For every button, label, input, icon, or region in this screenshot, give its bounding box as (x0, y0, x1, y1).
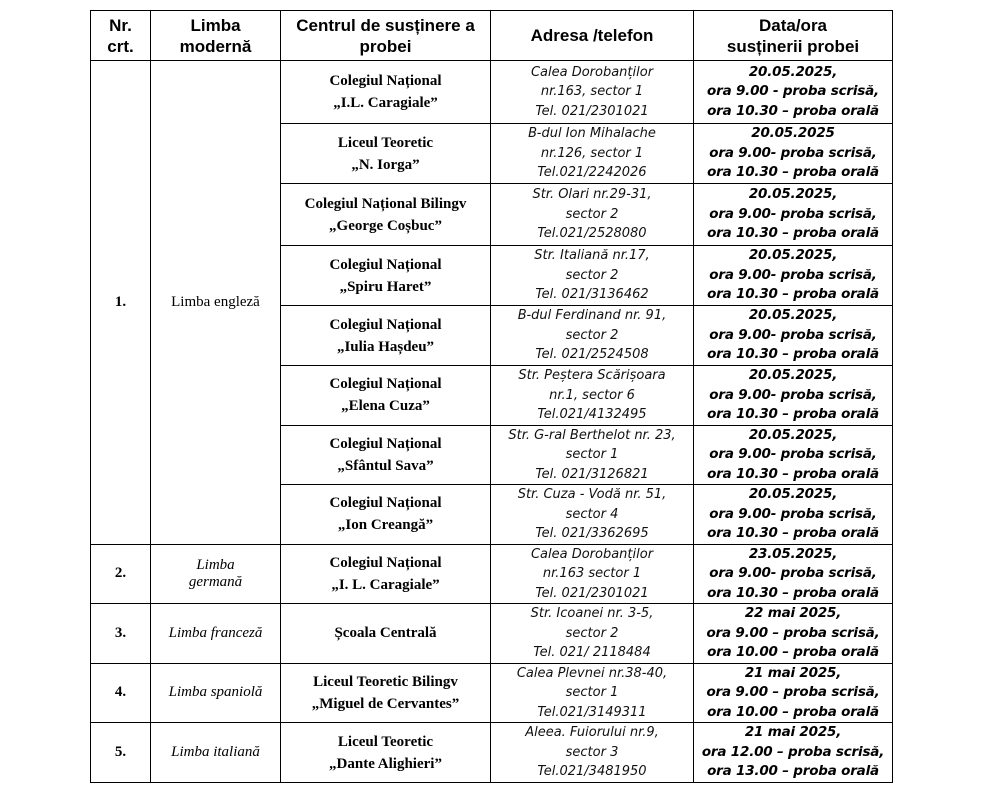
address-cell (491, 723, 694, 783)
address-cell-line: Tel. 021/2301021 (535, 585, 649, 601)
address-cell-line: sector 3 (565, 744, 619, 760)
exam-center-cell-line: „George Coșbuc” (329, 217, 442, 234)
schedule-cell (694, 366, 893, 426)
schedule-cell-line: ora 9.00- proba scrisă, (709, 205, 877, 222)
schedule-cell-line: 21 mai 2025, (744, 664, 842, 681)
schedule-cell (694, 723, 893, 783)
schedule-cell-line: 20.05.2025, (748, 367, 838, 383)
address-cell-line: Str. G-ral Berthelot nr. 23, (508, 427, 676, 443)
address-cell-line: sector 2 (565, 625, 619, 641)
schedule-cell-line: ora 12.00 – proba scrisă, (701, 743, 885, 760)
exam-center-cell (281, 663, 491, 723)
schedule-cell-line: ora 10.30 – proba orală (707, 406, 879, 422)
table-row (91, 663, 893, 723)
exam-center-cell-line: Școala Centrală (334, 625, 437, 642)
schedule-cell (694, 544, 893, 604)
schedule-cell-line: ora 9.00- proba scrisă, (709, 266, 877, 283)
address-cell-line: Tel.021/3149311 (537, 704, 647, 720)
address-cell (491, 366, 694, 426)
schedule-cell-line: 20.05.2025, (748, 63, 838, 80)
address-cell-line: sector 2 (565, 267, 619, 283)
address-cell-line: B-dul Ferdinand nr. 91, (517, 308, 667, 324)
address-cell-line: Tel. 021/2301021 (535, 103, 649, 119)
exam-center-cell-line: Colegiul Național (329, 495, 442, 512)
schedule-cell-line: ora 9.00- proba scrisă, (709, 144, 877, 161)
address-cell-line: nr.163 sector 1 (542, 566, 642, 581)
schedule-cell (694, 124, 893, 184)
schedule-cell-line: 23.05.2025, (748, 545, 838, 562)
exam-center-cell-line: Liceul Teoretic (337, 733, 434, 750)
row-number: 1. (91, 61, 151, 545)
schedule-cell-line: ora 9.00- proba scrisă, (709, 326, 877, 343)
address-cell-line: nr.163, sector 1 (540, 84, 644, 100)
schedule-cell (694, 604, 893, 664)
address-cell (491, 663, 694, 723)
address-cell-line: Tel. 021/3126821 (535, 466, 649, 482)
language-cell (151, 663, 281, 723)
exam-center-cell (281, 124, 491, 184)
table-row (91, 723, 893, 783)
exam-center-cell (281, 425, 491, 485)
exam-center-cell-line: Liceul Teoretic Bilingv (313, 673, 458, 690)
address-cell-line: Calea Dorobanților (530, 64, 654, 80)
header-adresa (491, 11, 694, 61)
exam-center-cell-line: Colegiul Național (329, 376, 442, 393)
header-limba-line: modernă (179, 36, 252, 56)
table-row (91, 61, 893, 124)
header-row (91, 11, 893, 61)
schedule-cell-line: 20.05.2025, (748, 247, 838, 264)
exam-center-cell-line: „Dante Alighieri” (329, 755, 442, 772)
schedule-cell-line: ora 9.00 – proba scrisă, (706, 684, 880, 700)
row-number: 2. (91, 544, 151, 604)
header-centru (281, 11, 491, 61)
table-body (91, 61, 893, 783)
address-cell (491, 485, 694, 545)
language-cell (151, 61, 281, 545)
schedule-cell-line: ora 10.00 – proba orală (707, 703, 879, 720)
schedule-cell-line: ora 9.00- proba scrisă, (709, 505, 877, 522)
language-cell-line: Limba (196, 556, 235, 573)
header-limba (151, 11, 281, 61)
exam-center-cell (281, 246, 491, 306)
header-data-line: susținerii probei (726, 36, 860, 56)
exam-center-cell (281, 485, 491, 545)
address-cell-line: Tel.021/2242026 (537, 165, 647, 181)
exam-center-cell (281, 544, 491, 604)
schedule-cell-line: ora 10.30 – proba orală (707, 584, 879, 601)
schedule-cell-line: ora 10.30 – proba orală (707, 164, 879, 181)
address-cell (491, 246, 694, 306)
address-cell-line: Str. Peștera Scărișoara (518, 368, 666, 383)
exam-center-cell-line: Colegiul Național (329, 435, 442, 452)
exam-center-cell-line: Colegiul Național (329, 316, 442, 333)
address-cell-line: Str. Olari nr.29-31, (532, 187, 652, 203)
schedule-cell (694, 425, 893, 485)
exam-center-cell-line: Colegiul Național (329, 554, 442, 571)
language-cell-line: Limba franceză (168, 624, 263, 641)
address-cell (491, 425, 694, 485)
address-cell-line: Tel. 021/ 2118484 (533, 645, 651, 660)
address-cell-line: Tel.021/3481950 (537, 764, 647, 780)
header-data-line: Data/ora (758, 15, 828, 35)
schedule-cell-line: ora 10.30 – proba orală (707, 225, 879, 242)
address-cell-line: Tel.021/4132495 (537, 407, 647, 422)
schedule-cell-line: ora 13.00 – proba orală (707, 763, 879, 780)
schedule-cell-line: ora 10.30 – proba orală (707, 102, 879, 119)
schedule-cell (694, 61, 893, 124)
exam-center-cell-line: „Spiru Haret” (339, 278, 432, 295)
header-nr (91, 11, 151, 61)
schedule-cell (694, 184, 893, 246)
schedule-cell-line: 22 mai 2025, (744, 605, 842, 621)
exam-center-cell-line: „Sfântul Sava” (337, 457, 434, 474)
address-cell-line: Tel. 021/3136462 (535, 287, 649, 303)
schedule-cell-line: 20.05.2025, (748, 486, 838, 502)
table-row (91, 604, 893, 664)
schedule-cell-line: ora 9.00- proba scrisă, (709, 386, 877, 403)
address-cell-line: sector 1 (565, 685, 619, 700)
address-cell (491, 184, 694, 246)
schedule-cell-line: ora 10.30 – proba orală (707, 346, 879, 363)
address-cell-line: Calea Plevnei nr.38-40, (516, 665, 668, 681)
address-cell (491, 544, 694, 604)
schedule-cell-line: ora 9.00- proba scrisă, (709, 446, 877, 462)
address-cell (491, 61, 694, 124)
schedule-cell-line: ora 9.00- proba scrisă, (709, 565, 877, 581)
exam-center-cell (281, 184, 491, 246)
address-cell-line: Calea Dorobanților (530, 546, 654, 562)
header-centru-line: probei (359, 36, 412, 56)
address-cell-line: sector 2 (565, 206, 619, 222)
exam-center-cell-line: „I. L. Caragiale” (331, 576, 440, 593)
exam-center-cell-line: „Miguel de Cervantes” (311, 695, 460, 712)
schedule-cell-line: 20.05.2025 (751, 125, 835, 142)
header-nr-line: Nr. (109, 15, 132, 35)
exam-center-cell-line: Colegiul Național Bilingv (304, 195, 467, 212)
row-number: 5. (91, 723, 151, 783)
exam-center-cell (281, 604, 491, 664)
address-cell-line: Str. Cuza - Vodă nr. 51, (517, 487, 667, 502)
schedule-cell (694, 306, 893, 366)
schedule-cell-line: ora 10.00 – proba orală (707, 644, 879, 660)
address-cell-line: sector 2 (565, 327, 619, 343)
address-cell (491, 124, 694, 184)
exam-center-cell (281, 61, 491, 124)
address-cell-line: Aleea. Fuiorului nr.9, (525, 725, 659, 741)
header-adresa-line: Adresa /telefon (530, 26, 654, 45)
address-cell (491, 604, 694, 664)
schedule-cell-line: 20.05.2025, (748, 186, 838, 203)
header-centru-line: Centrul de susținere a (296, 15, 475, 35)
exam-center-cell (281, 723, 491, 783)
schedule-cell-line: 20.05.2025, (748, 426, 838, 443)
header-limba-line: Limba (190, 15, 241, 35)
schedule-cell (694, 485, 893, 545)
header-data (694, 11, 893, 61)
address-cell-line: nr.126, sector 1 (540, 145, 644, 161)
address-cell-line: B-dul Ion Mihalache (528, 126, 656, 142)
row-number: 3. (91, 604, 151, 664)
language-cell-line: Limba italiană (171, 744, 260, 760)
address-cell-line: Tel. 021/3362695 (535, 526, 649, 541)
address-cell-line: nr.1, sector 6 (549, 387, 635, 403)
exam-center-cell (281, 366, 491, 426)
language-cell-line: Limba engleză (171, 293, 260, 310)
exam-center-cell-line: Colegiul Național (329, 73, 442, 89)
exam-center-cell-line: „Ion Creangă” (337, 517, 434, 534)
schedule-cell-line: ora 10.30 – proba orală (707, 286, 879, 303)
schedule-cell-line: 21 mai 2025, (744, 724, 842, 741)
address-cell-line: sector 1 (565, 447, 619, 462)
schedule-table (90, 10, 893, 783)
schedule-cell-line: ora 10.30 – proba orală (707, 525, 879, 541)
row-number: 4. (91, 663, 151, 723)
exam-center-cell-line: „Iulia Hașdeu” (336, 338, 435, 355)
exam-center-cell-line: „I.L. Caragiale” (333, 95, 438, 111)
exam-center-cell-line: „N. Iorga” (351, 156, 420, 173)
address-cell (491, 306, 694, 366)
language-cell-line: germană (188, 573, 243, 590)
schedule-cell-line: ora 9.00 – proba scrisă, (706, 624, 880, 641)
language-cell (151, 604, 281, 664)
schedule-cell-line: ora 10.30 – proba orală (707, 465, 879, 482)
address-cell-line: Str. Italiană nr.17, (534, 248, 650, 264)
header-nr-line: crt. (107, 36, 134, 56)
exam-center-cell-line: Liceul Teoretic (337, 134, 434, 151)
exam-center-cell-line: „Elena Cuza” (341, 398, 430, 415)
address-cell-line: Tel.021/2528080 (537, 226, 647, 242)
exam-center-cell (281, 306, 491, 366)
address-cell-line: Tel. 021/2524508 (535, 347, 649, 363)
exam-center-cell-line: Colegiul Național (329, 256, 442, 273)
language-cell (151, 544, 281, 604)
language-cell-line: Limba spaniolă (168, 684, 263, 701)
address-cell-line: Str. Icoanei nr. 3-5, (530, 606, 654, 621)
schedule-cell-line: ora 9.00 - proba scrisă, (707, 83, 879, 100)
schedule-cell-line: 20.05.2025, (748, 307, 838, 324)
address-cell-line: sector 4 (565, 506, 619, 522)
language-cell (151, 723, 281, 783)
table-row (91, 544, 893, 604)
schedule-cell (694, 663, 893, 723)
schedule-cell (694, 246, 893, 306)
